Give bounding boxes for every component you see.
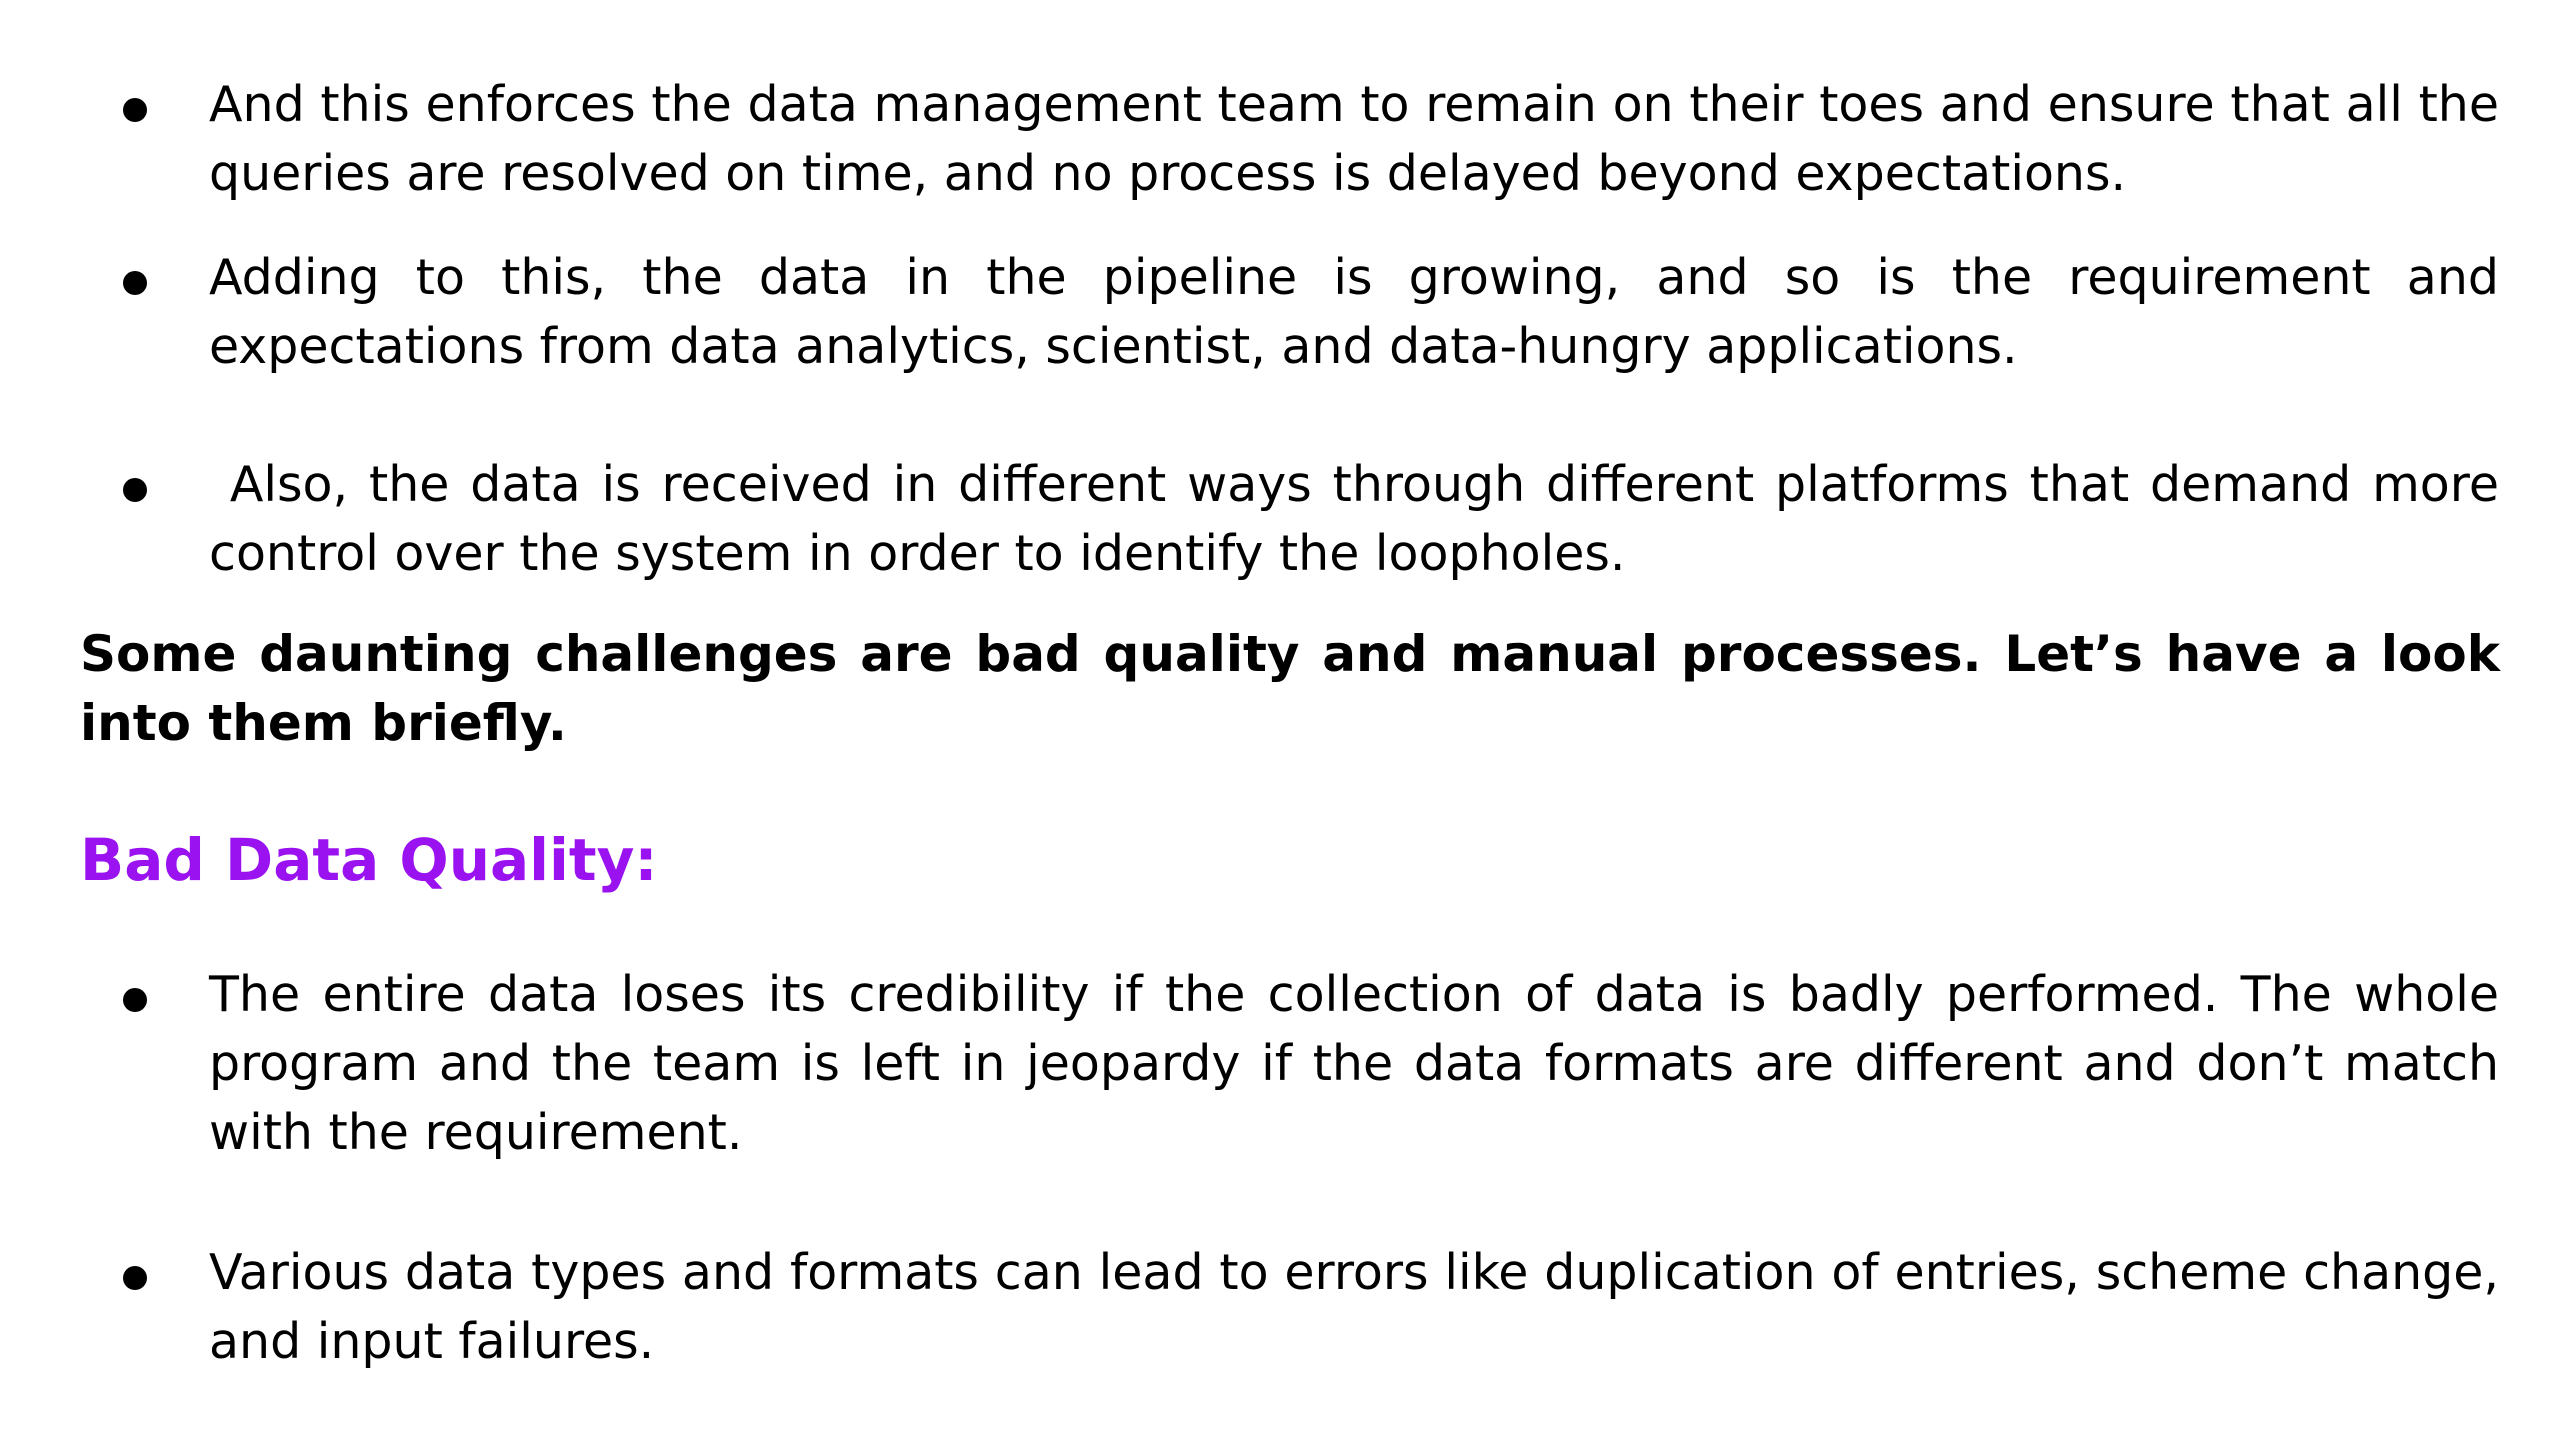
bullet-text: The entire data loses its credibility if the collection of data is badly performed. The whole program and the team is left in jeopardy if the data formats are different and don’t match with the requirement.: [209, 966, 2499, 1161]
bullet-icon: [123, 98, 147, 122]
bullet-icon: [123, 478, 147, 502]
bullet-icon: [123, 988, 147, 1012]
bullet-text: Various data types and formats can lead to errors like duplication of entries, scheme change, and input failures.: [209, 1244, 2499, 1370]
bullet-icon: [123, 271, 147, 295]
bullet-text: Also, the data is received in different ways through different platforms that demand more control over the system in order to identify the loopholes.: [209, 456, 2515, 582]
bullet-text: Adding to this, the data in the pipeline is growing, and so is the requirement and expectations from data analytics, scientist, and data-hungry applications.: [209, 249, 2499, 375]
bullet-icon: [123, 1266, 147, 1290]
summary-paragraph: Some daunting challenges are bad quality and manual processes. Let’s have a look into them briefly.: [80, 625, 2500, 752]
bullet-text: And this enforces the data management team to remain on their toes and ensure that all the queries are resolved on time, and no process is delayed beyond expectations.: [209, 76, 2499, 202]
section-heading: Bad Data Quality:: [80, 826, 658, 894]
